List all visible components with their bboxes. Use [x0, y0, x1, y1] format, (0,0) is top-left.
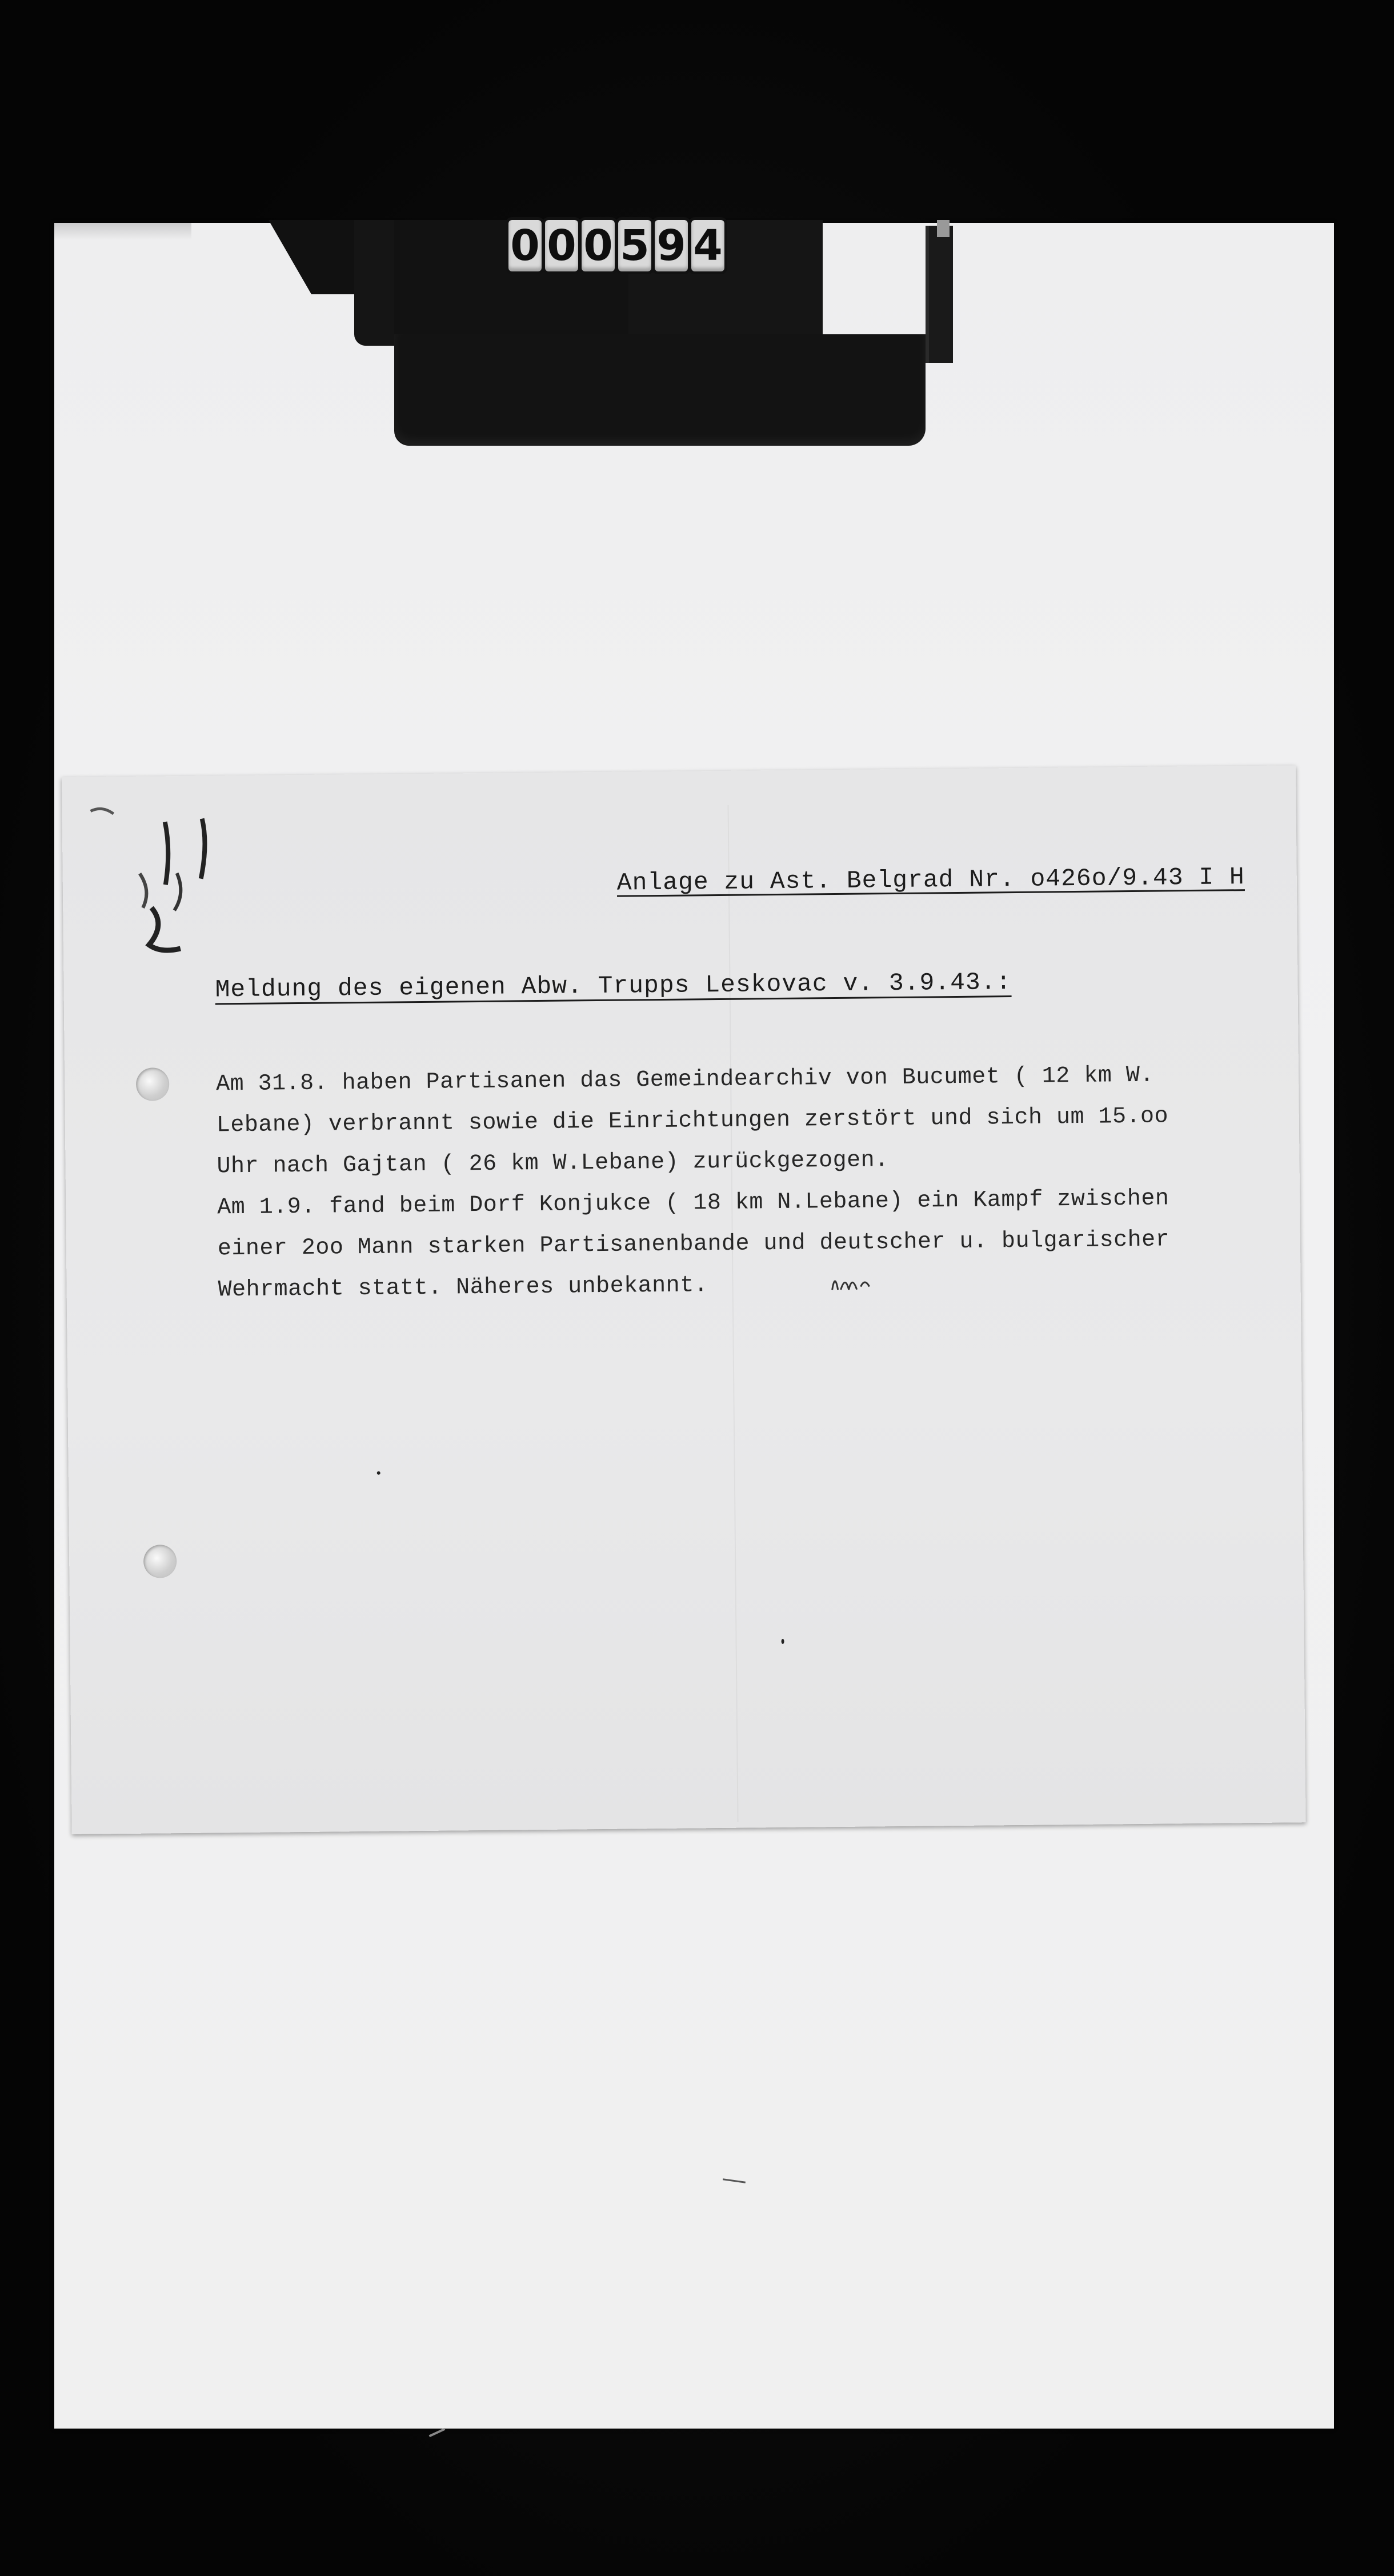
punch-hole-top — [136, 1067, 170, 1101]
numbering-stamp — [269, 220, 937, 449]
fold-line — [728, 805, 739, 1822]
handwritten-initials-icon — [829, 1263, 898, 1298]
body-line: Am 31.8. haben Partisanen das Gemeindearchiv von Bucumet ( 12 km W. — [215, 1062, 1155, 1098]
counter-digit: 0 — [545, 220, 578, 271]
reference-line: Anlage zu Ast. Belgrad Nr. o426o/9.43 I H — [616, 863, 1245, 897]
body-line: Wehrmacht statt. Näheres unbekannt. — [218, 1273, 708, 1303]
report-subject: Meldung des eigenen Abw. Trupps Leskovac v. 3.9.43.: — [215, 968, 1012, 1004]
typed-report-sheet — [62, 765, 1306, 1834]
ink-speck — [782, 1639, 784, 1644]
counter-digit: 0 — [582, 220, 615, 271]
stamp-base — [394, 334, 926, 446]
ink-speck — [377, 1471, 380, 1475]
stamp-knob-cap — [937, 220, 950, 237]
punch-hole-bottom — [143, 1545, 177, 1578]
counter-digit: 5 — [618, 220, 651, 271]
report-body — [216, 1054, 1304, 1311]
counter-digit: 4 — [691, 220, 724, 271]
body-line: Am 1.9. fand beim Dorf Konjukce ( 18 km N.Lebane) ein Kampf zwischen — [217, 1186, 1169, 1221]
counter-digit: 0 — [508, 220, 542, 271]
stamp-counter — [508, 220, 724, 275]
body-line: Lebane) verbrannt sowie die Einrichtungen zerstört und sich um 15.oo — [216, 1103, 1169, 1139]
counter-digit: 9 — [655, 220, 688, 271]
handwritten-mark-icon — [79, 787, 263, 960]
body-line: einer 2oo Mann starken Partisanenbande und deutscher u. bulgarischer — [217, 1227, 1170, 1262]
stamp-knob — [926, 226, 953, 363]
body-line: Uhr nach Gajtan ( 26 km W.Lebane) zurückgezogen. — [217, 1147, 889, 1180]
